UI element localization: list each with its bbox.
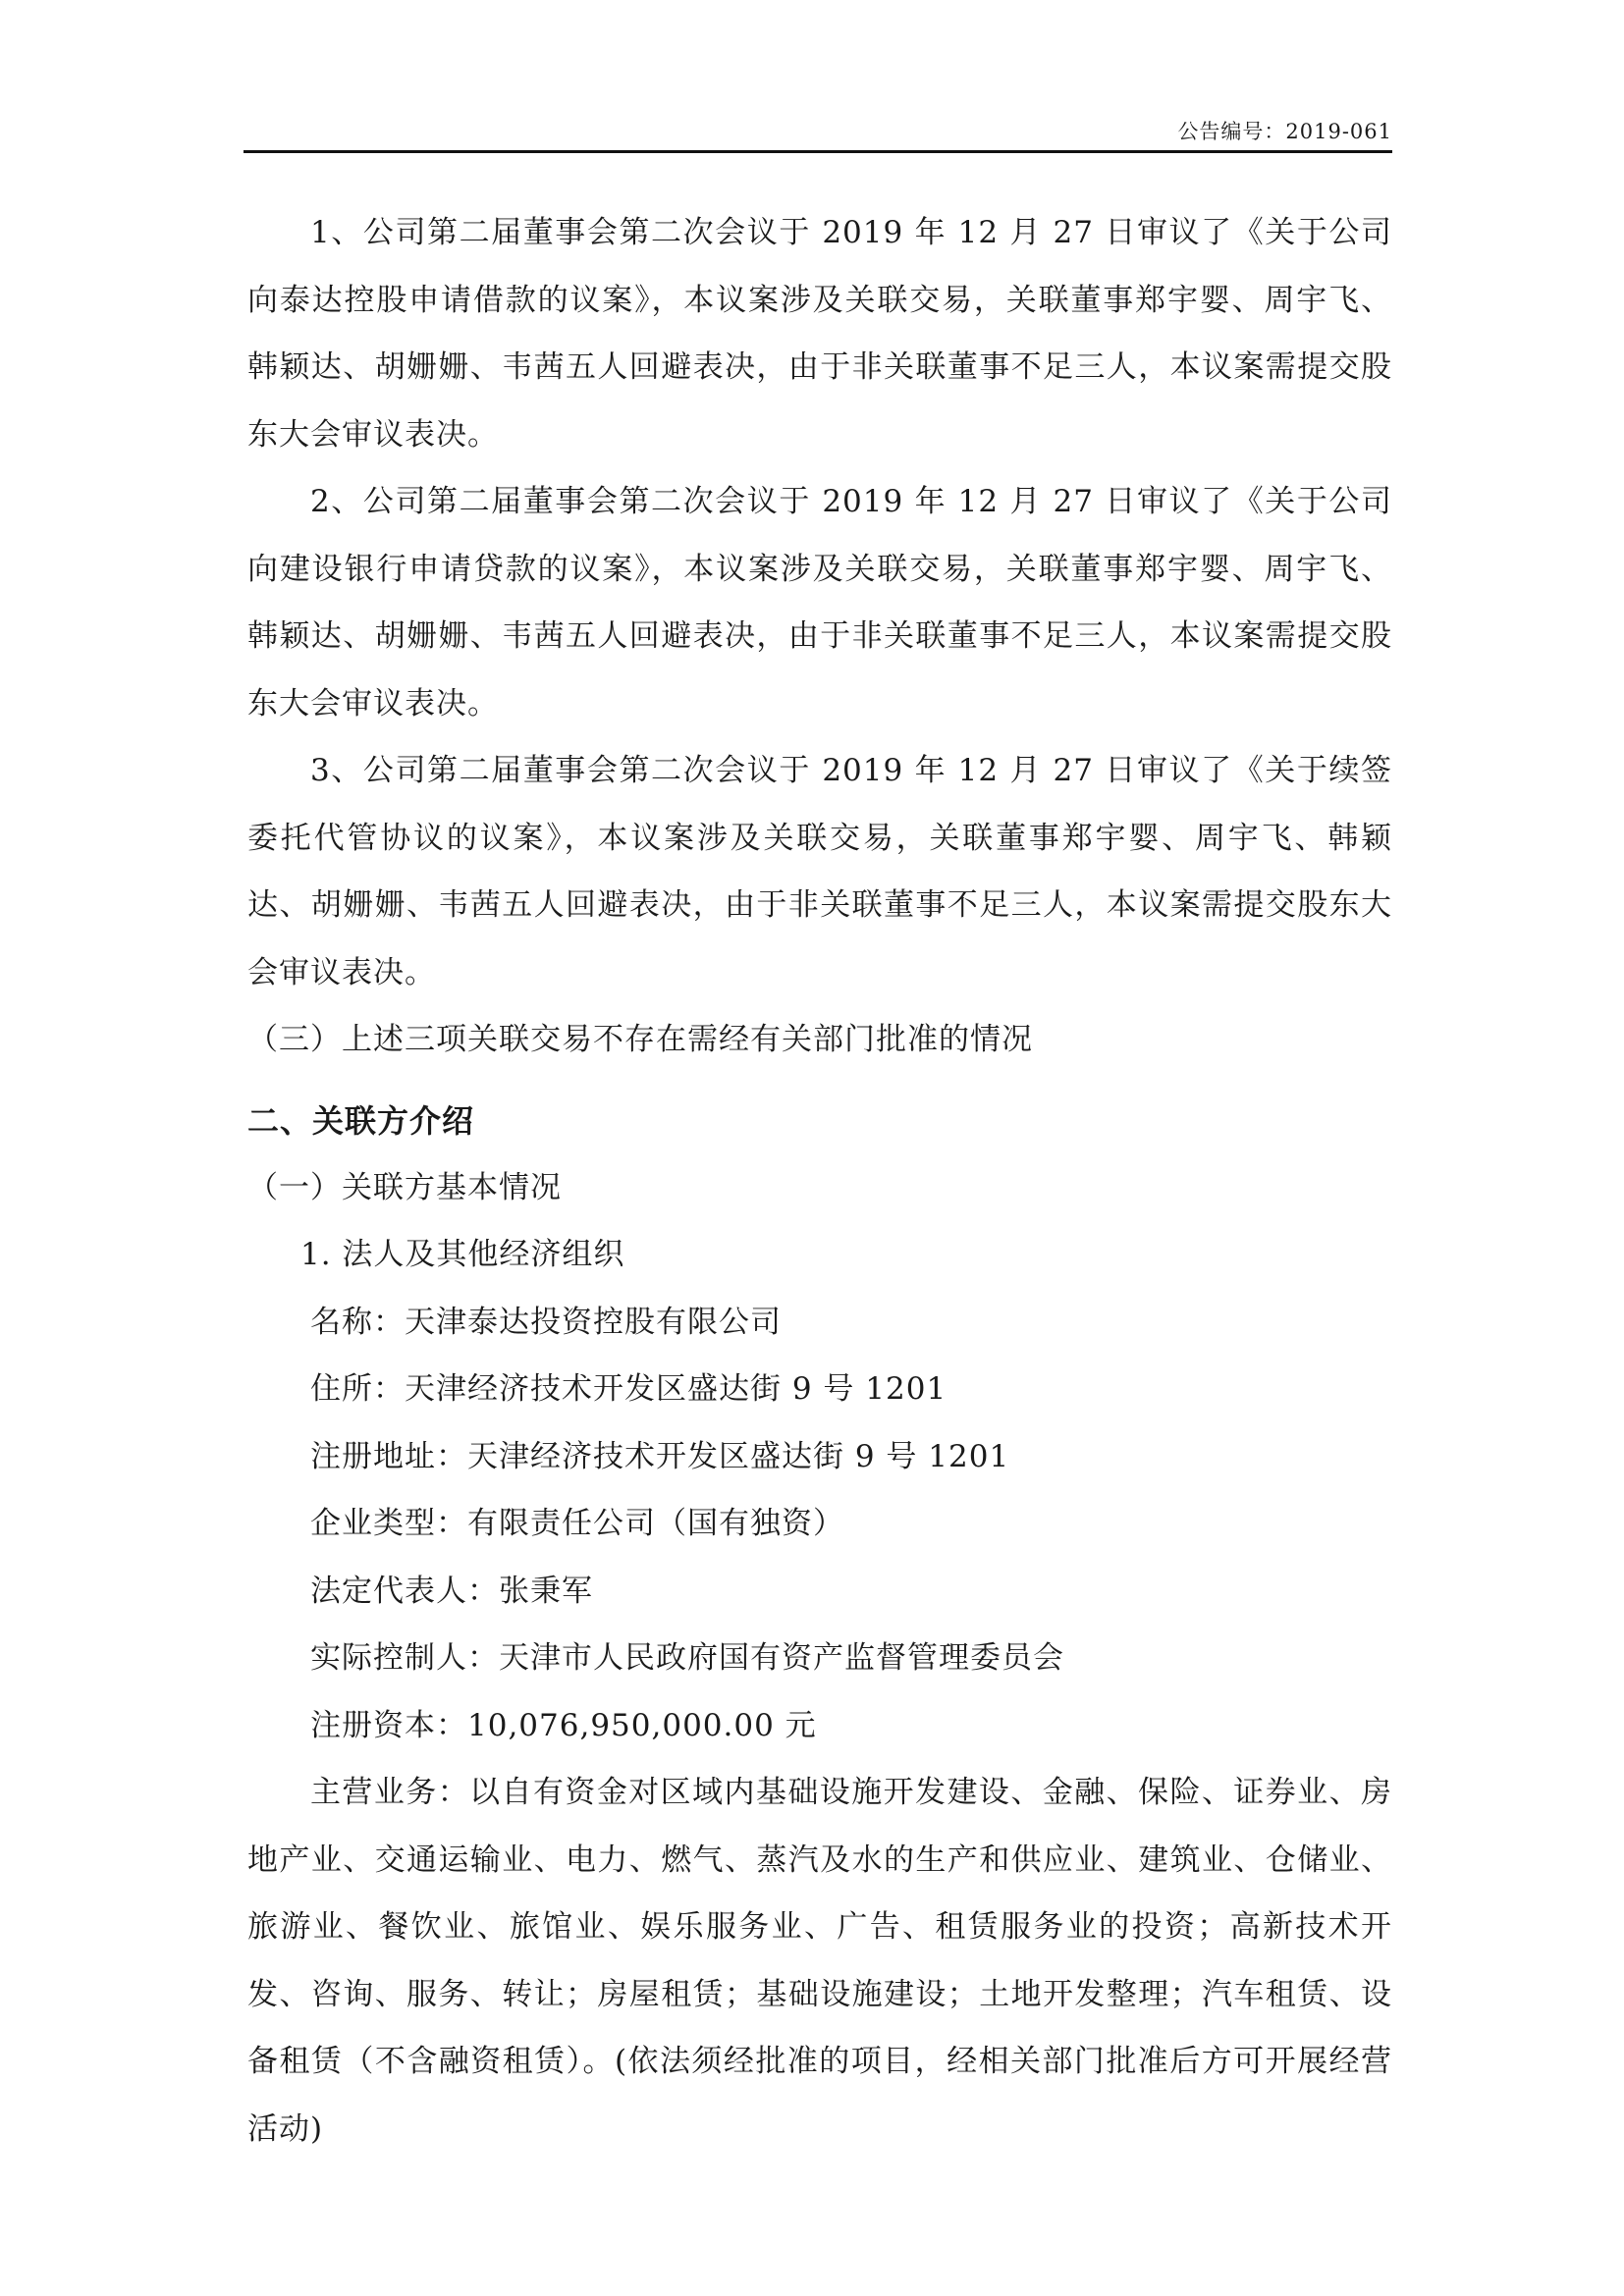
field-actual-controller: 实际控制人：天津市人民政府国有资产监督管理委员会 [310, 1640, 1064, 1676]
resolution-item-3: 3、公司第二届董事会第二次会议于 2019 年 12 月 27 日审议了《关于续签委托代管协议的议案》，本议案涉及关联交易，关联董事郑宇婴、周宇飞、韩颖达、胡姗姗、韦茜五人回避表决，由于非关联董事不足三人，本议案需提交股东大会审议表决。 [247, 753, 1392, 990]
announcement-number: 公告编号：2019-061 [1177, 120, 1392, 143]
field-enterprise-type: 企业类型：有限责任公司（国有独资） [310, 1506, 844, 1541]
resolution-item-1: 1、公司第二届董事会第二次会议于 2019 年 12 月 27 日审议了《关于公司向泰达控股申请借款的议案》，本议案涉及关联交易，关联董事郑宇婴、周宇飞、韩颖达、胡姗姗、韦茜五人回避表决，由于非关联董事不足三人，本议案需提交股东大会审议表决。 [247, 215, 1392, 453]
field-registered-capital: 注册资本：10,076,950,000.00 元 [310, 1707, 817, 1743]
field-legal-representative: 法定代表人：张秉军 [310, 1573, 593, 1609]
resolution-item-2: 2、公司第二届董事会第二次会议于 2019 年 12 月 27 日审议了《关于公司向建设银行申请贷款的议案》，本议案涉及关联交易，关联董事郑宇婴、周宇飞、韩颖达、胡姗姗、韦茜五人回避表决，由于非关联董事不足三人，本议案需提交股东大会审议表决。 [247, 484, 1392, 721]
field-registered-address: 注册地址：天津经济技术开发区盛达街 9 号 1201 [310, 1438, 1010, 1474]
subsection-three-title: （三）上述三项关联交易不存在需经有关部门批准的情况 [247, 1022, 1033, 1057]
field-address: 住所：天津经济技术开发区盛达街 9 号 1201 [310, 1371, 947, 1407]
field-main-business: 主营业务：以自有资金对区域内基础设施开发建设、金融、保险、证券业、房地产业、交通运输业、电力、燃气、蒸汽及水的生产和供应业、建筑业、仓储业、旅游业、餐饮业、旅馆业、娱乐服务业、广告、租赁服务业的投资；高新技术开发、咨询、服务、转让；房屋租赁；基础设施建设；土地开发整理；汽车租赁、设备租赁（不含融资租赁）。(依法须经批准的项目，经相关部门批准后方可开展经营活动) [247, 1775, 1392, 2147]
header-divider [244, 150, 1392, 153]
document-body [247, 199, 1392, 2163]
field-name: 名称：天津泰达投资控股有限公司 [310, 1304, 782, 1340]
section-two-title: 二、关联方介绍 [247, 1101, 475, 1140]
subsection-one-title: （一）关联方基本情况 [247, 1169, 562, 1205]
item-legal-entity-heading: 1. 法人及其他经济组织 [300, 1237, 625, 1272]
